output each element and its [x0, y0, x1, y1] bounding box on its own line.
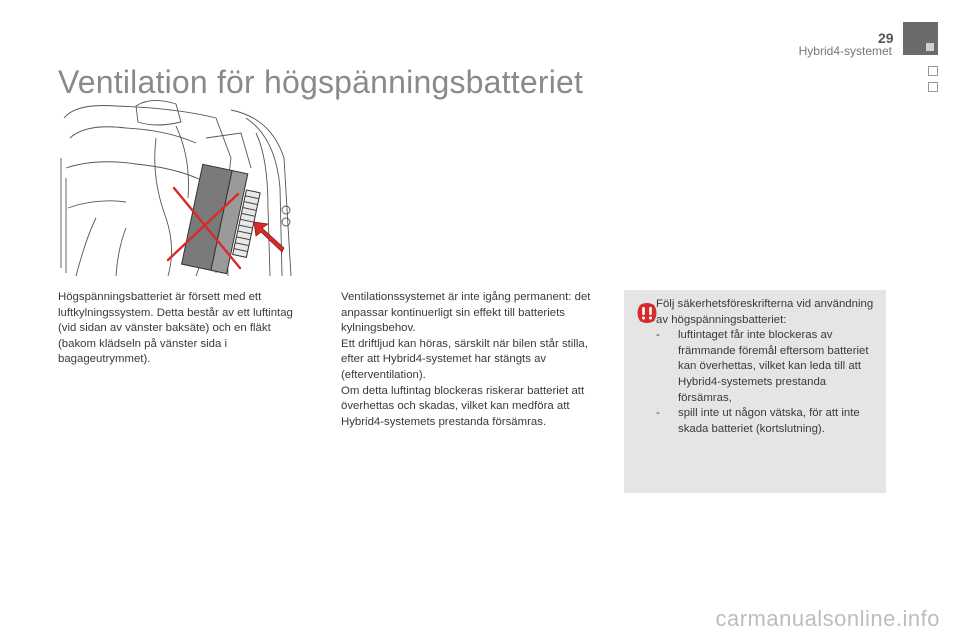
corner-box-2	[928, 82, 938, 92]
watermark-text: carmanualsonline.info	[715, 606, 940, 631]
page-number: 29	[878, 30, 894, 46]
paragraph-noise: Ett driftljud kan höras, särskilt när bilen står stilla, efter att Hybrid4-systemet har stängts av (efterventilation).	[341, 337, 588, 381]
warning-item-text: luftintaget får inte blockeras av främmande föremål eftersom batteriet kan överhettas, vilket kan leda till att Hybrid4-systemets prestanda försämras,	[678, 329, 869, 404]
corner-box-1	[928, 66, 938, 76]
intro-paragraph: Högspänningsbatteriet är försett med ett luftkylningssystem. Detta består av ett luftintag (vid sidan av vänster baksäte) och en fläkt (bakom klädseln på vänster sida i bagageutrymmet).	[58, 291, 293, 366]
bullet-dash: -	[656, 329, 660, 342]
rear-seat-battery-vent-icon	[56, 98, 298, 278]
page-title: Ventilation för högspänningsbatteriet	[58, 64, 584, 100]
warning-item	[656, 406, 878, 437]
warning-text	[656, 297, 878, 437]
warning-intro: Följ säkerhetsföreskrifterna vid användning av högspänningsbatteriet:	[656, 298, 874, 326]
warning-item	[656, 328, 878, 406]
paragraph-permanent: Ventilationssystemet är inte igång permanent: det anpassar kontinuerligt sin effekt till batteriets kylningsbehov.	[341, 291, 591, 335]
paragraph-blocked: Om detta luftintag blockeras riskerar batteriet att överhettas och skadas, vilket kan medföra att Hybrid4-systemets prestanda försämras.	[341, 384, 585, 428]
bullet-dash: -	[656, 407, 660, 420]
warning-exclamation-icon	[636, 302, 658, 324]
corner-tab-marker	[926, 43, 934, 51]
warning-item-text: spill inte ut någon vätska, för att inte skada batteriet (kortslutning).	[678, 407, 860, 435]
section-name: Hybrid4-systemet	[798, 44, 892, 58]
page-corner-tab	[903, 22, 938, 55]
ventilation-description	[341, 290, 601, 430]
warning-box	[624, 290, 886, 493]
